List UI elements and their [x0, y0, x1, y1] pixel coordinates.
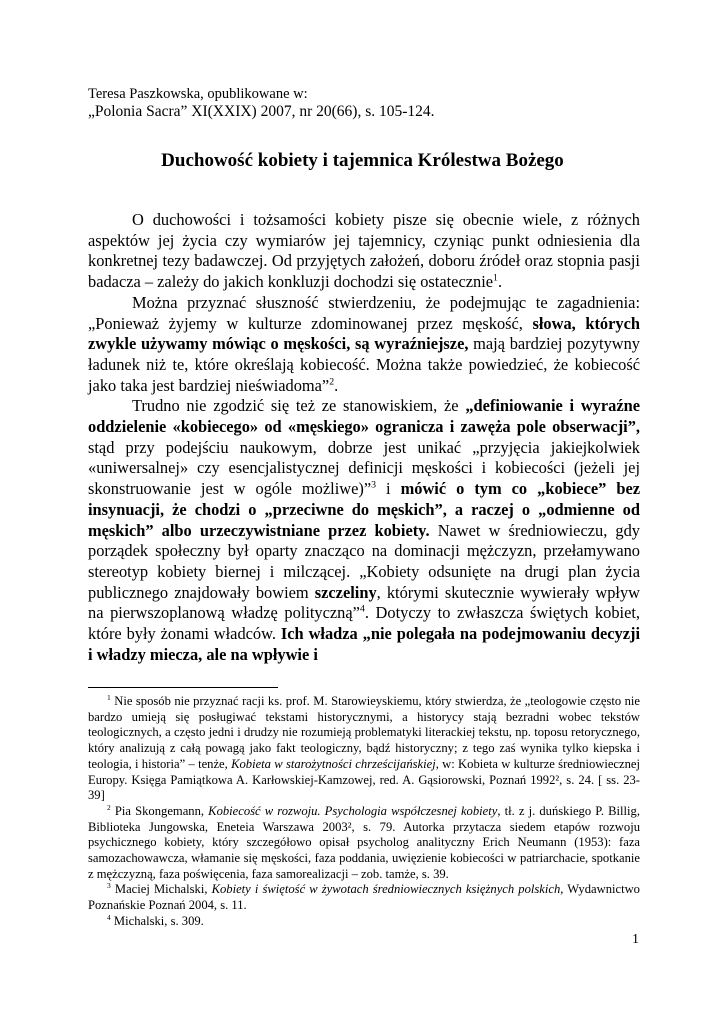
p3-bold-1: „definiowanie i wyraźne oddzielenie «kobiecego» od «męskiego» ogranicza i zawęża pole obserwacji”,	[88, 396, 640, 437]
footnote-2	[88, 804, 640, 883]
footnote-1-text-2: , w: Kobieta w kulturze średniowiecznej Europy. Księga Pamiątkowa A. Karłowskiej-Kamzowej, red. A. Gąsiorowski, Poznań 1992², s. 24. [ ss. 23-39]	[88, 756, 640, 803]
p2-bold-1: słowa, których zwykle używamy mówiąc o męskości, są wyraźniejsze,	[88, 313, 640, 354]
footnote-2-mark: 2	[107, 802, 111, 812]
paragraph-2	[88, 293, 640, 397]
p1-text-2: .	[497, 272, 503, 292]
p3-bold-2: mówić o tym co „kobiece” bez insynuacji, że chodzi o „przeciwne do męskich”, a raczej o „odmienne od męskich” albo urzeczywistniane przez kobiety.	[88, 479, 640, 540]
footnote-ref-1: 1	[493, 272, 498, 284]
footnote-2-text-1: Pia Skongemann,	[110, 803, 209, 818]
page-number: 1	[632, 932, 639, 947]
p2-text-1: Można przyznać słuszność stwierdzeniu, że podejmując te zagadnienia: „Ponieważ żyjemy w kulturze zdominowanej przez męskość,	[88, 292, 640, 333]
page-title: Duchowość kobiety i tajemnica Królestwa Bożego	[161, 150, 564, 171]
paragraph-1	[88, 210, 640, 293]
p3-text-3: i	[376, 479, 401, 499]
footnote-ref-2: 2	[329, 376, 335, 388]
source-citation	[88, 86, 435, 120]
source-line-author: Teresa Paszkowska, opublikowane w:	[88, 86, 308, 102]
footnote-3-text-1: Maciej Michalski,	[110, 882, 212, 897]
footnote-4	[88, 914, 640, 930]
p3-text-6: . Dotyczy to zwłaszcza świętych kobiet, które były żonami władców.	[88, 603, 640, 644]
footnote-1-mark: 1	[107, 692, 111, 702]
footnote-4-mark: 4	[107, 912, 111, 922]
footnote-1-text-1: Nie sposób nie przyznać racji ks. prof. M. Starowieyskiemu, który stwierdza, że „teologowie często nie bardzo umieją się posługiwać tekstami historycznymi, a historycy stają bezradni wobec tekstów teologicznych, a często jedni i drudzy nie rozumieją problematyki literackiej tekstu, np. toposu retorycznego, który analizują z całą powagą jako fakt teologiczny, bądź historyczny; z tego zaś wynika tylko kiepska i teologia, i historia” – tenże,	[88, 694, 640, 771]
p3-bold-3: szczeliny	[314, 582, 377, 602]
p1-text-1: O duchowości i tożsamości kobiety pisze się obecnie wiele, z różnych aspektów jej życia czy wymiarów jej tajemnicy, czyniąc punkt odniesienia dla konkretnej tezy badawczej. Od przyjętych założeń, doboru źródeł oraz stopnia pasji badacza – zależy do jakich konkluzji dochodzi się ostatecznie	[88, 210, 640, 292]
footnote-separator	[88, 687, 278, 688]
p2-text-3: .	[334, 375, 339, 395]
p3-text-5: , którymi skutecznie wywierały wpływ na pierwszoplanową władzę polityczną”	[88, 582, 640, 623]
footnote-2-title: Kobiecość w rozwoju. Psychologia współczesnej kobiety	[208, 803, 498, 818]
footnote-1-title: Kobieta w starożytności chrześcijańskiej	[231, 756, 436, 771]
p3-bold-4: Ich władza „nie polegała na podejmowaniu decyzji i władzy miecza, ale na wpływie i	[88, 624, 641, 664]
p2-text-2: mają bardziej pozytywny ładunek niż te, które określają kobiecość. Można także powiedzieć, że kobiecość jako taka jest bardziej nieświadoma”	[88, 334, 641, 395]
footnote-ref-3: 3	[371, 479, 377, 491]
p3-text-1: Trudno nie zgodzić się też ze stanowiskiem, że	[132, 396, 466, 416]
footnote-3-title: Kobiety i świętość w żywotach średniowiecznych księżnych polskich	[211, 882, 561, 897]
footnote-1	[88, 694, 640, 804]
footnote-3	[88, 882, 640, 913]
body-text	[88, 210, 640, 665]
p3-text-4: Nawet w średniowieczu, gdy porządek społeczny był oparty znacząco na dominacji mężczyzn, przełamywano stereotyp kobiety biernej i milczącej. „Kobiety odsunięte na drugi plan życia publicznego znajdowały bowiem	[88, 520, 640, 602]
footnote-ref-4: 4	[359, 603, 365, 615]
footnotes	[88, 694, 640, 930]
paragraph-3	[88, 396, 640, 665]
footnote-4-text: Michalski, s. 309.	[110, 913, 204, 928]
footnote-3-text-2: , Wydawnictwo Poznańskie Poznań 2004, s. 11.	[88, 882, 640, 913]
p3-text-2: stąd przy podejściu naukowym, dobrze jest unikać „przyjęcia jakiejkolwiek «uniwersalnej» czy esencjalistycznej definicji męskości i kobiecości (jeżeli jej skonstruowanie jest w ogóle możliwe)”	[88, 437, 640, 499]
footnote-3-mark: 3	[107, 881, 111, 891]
footnote-2-text-2: , tł. z j. duńskiego P. Billig, Biblioteka Jungowska, Eneteia Warszawa 2003², s. 79. Autorka przytacza siedem etapów rozwoju psychicznego kobiety, który szczegółowo opisał psycholog analityczny Erich Neumann (1953): faza samozachowawcza, włamanie się męskości, faza poddania, uwięzienie kobiecości w patriarchacie, spotkanie z mężczyzną, faza poświęcenia, faza samorealizacji – zob. tamże, s. 39.	[88, 803, 640, 881]
source-line-journal: „Polonia Sacra” XI(XXIX) 2007, nr 20(66), s. 105-124.	[88, 103, 435, 120]
